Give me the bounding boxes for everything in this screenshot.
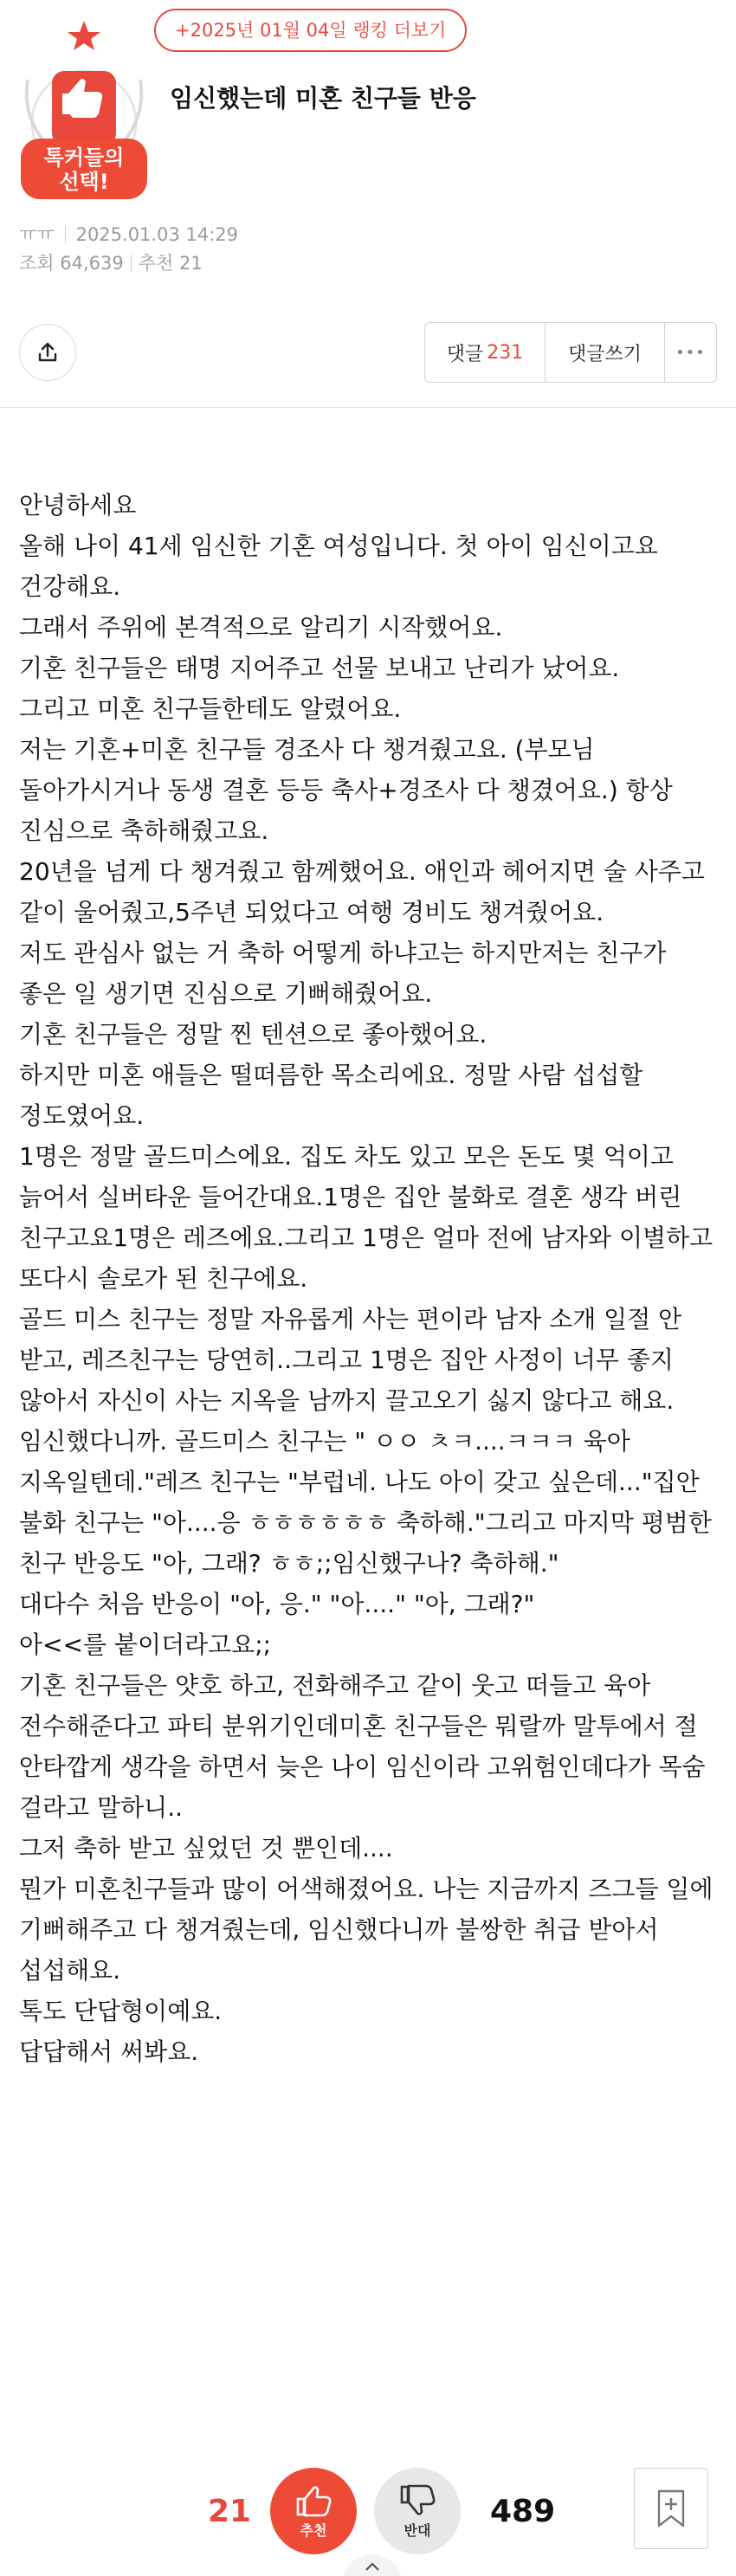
divider xyxy=(65,226,66,243)
body-paragraph: 그저 축하 받고 싶었던 것 뿐인데.... xyxy=(19,1834,393,1863)
divider xyxy=(131,255,132,272)
recommend-count: 21 xyxy=(208,2494,252,2529)
more-options-button[interactable] xyxy=(664,323,716,382)
recommend-label: 추천 xyxy=(300,2521,327,2539)
post-meta-stats xyxy=(19,249,203,275)
write-comment-button[interactable]: 댓글쓰기 xyxy=(545,323,664,382)
body-paragraph: 아<<를 붙이더라고요;; xyxy=(19,1630,272,1659)
body-paragraph: 올해 나이 41세 임신한 기혼 여성입니다. 첫 아이 임신이고요 건강해요. xyxy=(19,532,658,601)
body-paragraph: 그리고 미혼 친구들한테도 알렸어요. xyxy=(19,694,402,723)
badge-line1: 톡커들의 xyxy=(43,145,125,170)
share-icon xyxy=(36,341,59,364)
body-paragraph: 임신했다니까. 골드미스 친구는 " ㅇㅇ ㅊㅋ....ㅋㅋㅋ 육아 지옥일텐데."레즈 친구는 "부럽네. 나도 아이 갖고 싶은데..."집안 불화 친구는 "아....응 ㅎㅎㅎㅎㅎㅎ 축하해."그리고 마지막 평범한 친구 반응도 "아, 그래? ㅎㅎ;;임신했구나? 축하해." xyxy=(19,1427,712,1578)
post-title: 임신했는데 미혼 친구들 반응 xyxy=(170,84,476,113)
comments-button[interactable] xyxy=(425,323,545,382)
post-meta-author-date xyxy=(19,221,238,247)
more-icon: ••• xyxy=(675,343,706,362)
bookmark-plus-icon xyxy=(656,2489,686,2528)
body-paragraph: 뭔가 미혼친구들과 많이 어색해졌어요. 나는 지금까지 즈그들 일에 기뻐해주고 다 챙겨줬는데, 임신했다니까 불쌍한 취급 받아서 섭섭해요. xyxy=(19,1875,713,1985)
thumbs-up-icon xyxy=(294,2483,332,2518)
scroll-top-button[interactable] xyxy=(342,2554,403,2576)
view-count: 조회 64,639 xyxy=(19,253,124,274)
best-badge xyxy=(19,19,149,201)
recommend-count-meta: 추천 21 xyxy=(138,253,203,274)
post-body xyxy=(19,485,720,2072)
body-paragraph: 20년을 넘게 다 챙겨줬고 함께했어요. 애인과 헤어지면 술 사주고 같이 울어줬고,5주년 되었다고 여행 경비도 챙겨줬어요. xyxy=(19,857,705,926)
share-button[interactable] xyxy=(19,324,76,381)
recommend-button[interactable] xyxy=(270,2468,357,2554)
body-paragraph: 그래서 주위에 본격적으로 알리기 시작했어요. xyxy=(19,613,503,642)
ranking-more-link[interactable]: +2025년 01월 04일 랭킹 더보기 xyxy=(154,9,467,52)
comments-count: 231 xyxy=(487,341,524,364)
post-action-group xyxy=(424,322,717,383)
body-paragraph: 기혼 친구들은 얏호 하고, 전화해주고 같이 웃고 떠들고 육아 전수해준다고 파티 분위기인데미혼 친구들은 뭐랄까 말투에서 절 안타깝게 생각을 하면서 늦은 나이 임신이라 고위험인데다가 목숨 걸라고 말하니.. xyxy=(19,1671,706,1822)
post-datetime: 2025.01.03 14:29 xyxy=(75,224,239,245)
body-paragraph: 기혼 친구들은 태명 지어주고 선물 보내고 난리가 났어요. xyxy=(19,654,620,682)
thumbs-down-icon xyxy=(398,2483,436,2518)
oppose-label: 반대 xyxy=(404,2521,431,2539)
oppose-button[interactable] xyxy=(374,2468,461,2554)
body-paragraph: 1명은 정말 골드미스에요. 집도 차도 있고 모은 돈도 몇 억이고 늙어서 실버타운 들어간대요.1명은 집안 불화로 결혼 생각 버린 친구고요1명은 레즈에요.그리고 1명은 얼마 전에 남자와 이별하고 또다시 솔로가 된 친구에요. xyxy=(19,1142,713,1293)
bookmark-button[interactable] xyxy=(634,2468,708,2549)
body-paragraph: 저도 관심사 없는 거 축하 어떻게 하냐고는 하지만저는 친구가 좋은 일 생기면 진심으로 기뻐해줬어요. xyxy=(19,939,667,1008)
body-paragraph: 기혼 친구들은 정말 찐 텐션으로 좋아했어요. xyxy=(19,1020,487,1049)
author-name[interactable]: ㅠㅠ xyxy=(19,224,55,245)
body-paragraph: 하지만 미혼 애들은 떨떠름한 목소리에요. 정말 사람 섭섭할 정도였어요. xyxy=(19,1061,643,1130)
body-paragraph: 저는 기혼+미혼 친구들 경조사 다 챙겨줬고요. (부모님 돌아가시거나 동생 결혼 등등 축사+경조사 다 챙겼어요.) 항상 진심으로 축하해줬고요. xyxy=(19,735,673,845)
comments-label: 댓글 xyxy=(446,343,484,365)
oppose-count: 489 xyxy=(490,2494,556,2529)
badge-line2: 선택! xyxy=(59,170,109,194)
chevron-up-icon xyxy=(365,2561,380,2572)
body-paragraph: 답답해서 써봐요. xyxy=(19,2037,199,2066)
body-paragraph: 톡도 단답형이예요. xyxy=(19,1997,223,2025)
body-paragraph: 골드 미스 친구는 정말 자유롭게 사는 편이라 남자 소개 일절 안 받고, 레즈친구는 당연히..그리고 1명은 집안 사정이 너무 좋지 않아서 자신이 사는 지옥을 남까지 끌고오기 싫지 않다고 해요. xyxy=(19,1305,682,1415)
header-divider xyxy=(0,407,736,408)
body-paragraph: 대다수 처음 반응이 "아, 응." "아...." "아, 그래?" xyxy=(19,1590,535,1618)
body-paragraph: 안녕하세요 xyxy=(19,491,137,520)
